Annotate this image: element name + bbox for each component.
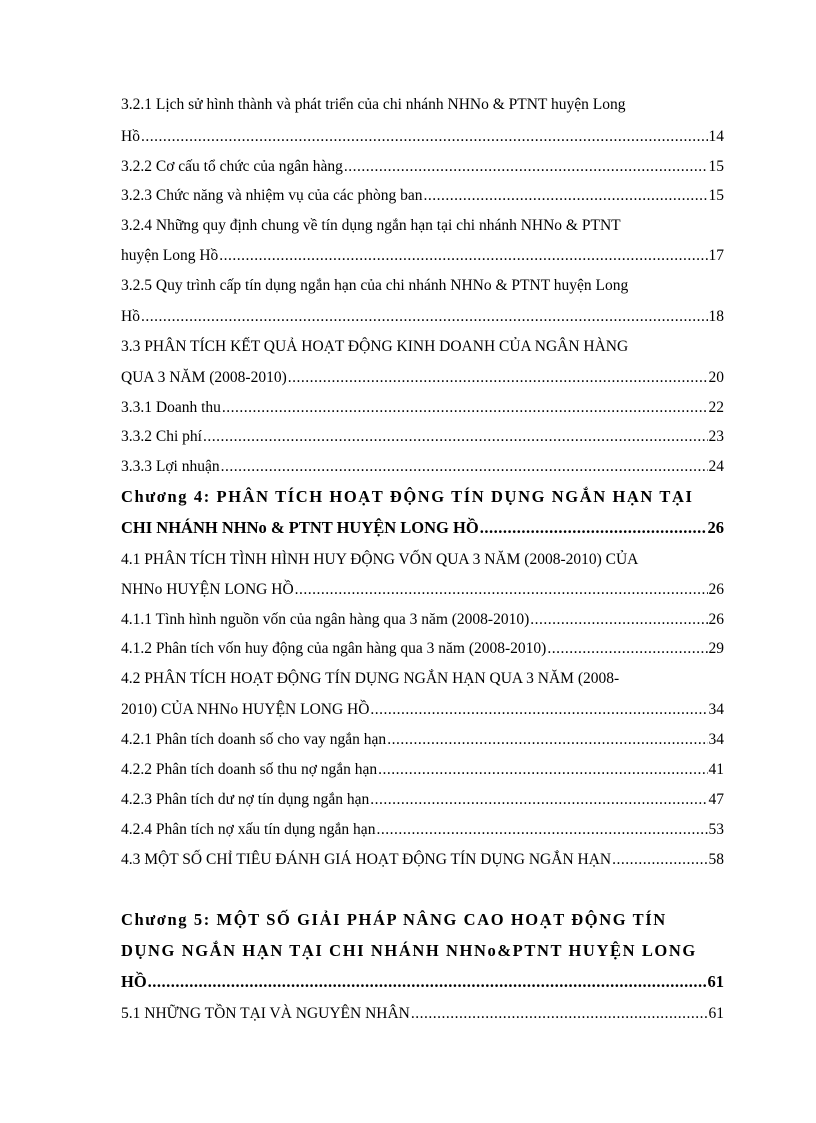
leader-dots	[222, 398, 708, 418]
leader-dots	[612, 850, 707, 870]
page-number: 23	[708, 428, 724, 445]
leader-dots	[141, 307, 708, 327]
toc-entry-3-3-1[interactable]: 3.3.1 Doanh thu ..... 22	[121, 398, 724, 418]
page-number: 34	[708, 731, 724, 748]
toc-entry-4-1-line2[interactable]: NHNo HUYỆN LONG HỒ ..... 26	[121, 580, 724, 600]
leader-dots	[141, 127, 708, 147]
page-number: 41	[708, 761, 724, 778]
toc-entry-3-2-5-line2[interactable]: Hồ ..... 18	[121, 307, 724, 327]
page-number: 34	[708, 701, 724, 718]
toc-entry-3-2-4-line1[interactable]: 3.2.4 Những quy định chung về tín dụng ngắn hạn tại chi nhánh NHNo & PTNT	[121, 217, 621, 234]
toc-entry-4-2-2[interactable]: 4.2.2 Phân tích doanh số thu nợ ngắn hạn ..... 41	[121, 760, 724, 780]
toc-entry-4-2-line1[interactable]: 4.2 PHÂN TÍCH HOẠT ĐỘNG TÍN DỤNG NGẮN HẠN QUA 3 NĂM (2008-	[121, 670, 620, 687]
toc-entry-3-2-4-line2[interactable]: huyện Long Hồ ..... 17	[121, 246, 724, 266]
leader-dots	[203, 427, 708, 447]
page-number: 29	[708, 640, 724, 657]
leader-dots	[221, 457, 708, 477]
leader-dots	[295, 580, 708, 600]
leader-dots	[547, 639, 707, 659]
leader-dots	[480, 518, 707, 538]
toc-chapter-4-line1[interactable]: Chương 4: PHÂN TÍCH HOẠT ĐỘNG TÍN DỤNG NGẮN HẠN TẠI	[121, 487, 694, 506]
page-number: 20	[708, 369, 724, 386]
toc-entry-4-1-1[interactable]: 4.1.1 Tình hình nguồn vốn của ngân hàng qua 3 năm (2008-2010) ..... 26	[121, 610, 724, 630]
toc-entry-4-2-3[interactable]: 4.2.3 Phân tích dư nợ tín dụng ngắn hạn ..... 47	[121, 790, 724, 810]
toc-entry-4-1-2[interactable]: 4.1.2 Phân tích vốn huy động của ngân hàng qua 3 năm (2008-2010) ..... 29	[121, 639, 724, 659]
page-number: 24	[708, 458, 724, 475]
page-number: 15	[708, 187, 724, 204]
toc-entry-3-3-2[interactable]: 3.3.2 Chi phí ..... 23	[121, 427, 724, 447]
toc-chapter-5-line2[interactable]: DỤNG NGẮN HẠN TẠI CHI NHÁNH NHNo&PTNT HUYỆN LONG	[121, 941, 697, 960]
toc-chapter-5-line1[interactable]: Chương 5: MỘT SỐ GIẢI PHÁP NÂNG CAO HOẠT ĐỘNG TÍN	[121, 910, 667, 929]
leader-dots	[411, 1004, 708, 1024]
page-number: 58	[708, 851, 724, 868]
toc-entry-3-3-3[interactable]: 3.3.3 Lợi nhuận ..... 24	[121, 457, 724, 477]
page-number: 26	[708, 581, 724, 598]
page-number: 22	[708, 399, 724, 416]
leader-dots	[376, 820, 707, 840]
leader-dots	[387, 730, 707, 750]
toc-entry-5-1[interactable]: 5.1 NHỮNG TỒN TẠI VÀ NGUYÊN NHÂN ..... 61	[121, 1004, 724, 1024]
toc-entry-3-2-1-line1[interactable]: 3.2.1 Lịch sử hình thành và phát triển của chi nhánh NHNo & PTNT huyện Long	[121, 96, 626, 113]
page-number: 26	[708, 611, 724, 628]
toc-entry-3-2-2[interactable]: 3.2.2 Cơ cấu tổ chức của ngân hàng ..... 15	[121, 157, 724, 177]
page-number: 18	[708, 308, 724, 325]
toc-entry-3-2-1-line2[interactable]: Hồ ..... 14	[121, 127, 724, 147]
leader-dots	[378, 760, 707, 780]
page-number: 26	[707, 518, 724, 537]
page-number: 17	[708, 247, 724, 264]
page-number: 61	[707, 972, 724, 991]
leader-dots	[288, 368, 708, 388]
toc-entry-3-2-3[interactable]: 3.2.3 Chức năng và nhiệm vụ của các phòng ban ..... 15	[121, 186, 724, 206]
leader-dots	[530, 610, 707, 630]
toc-chapter-5-line3[interactable]: HỒ ..... 61	[121, 972, 724, 992]
page-number: 53	[708, 821, 724, 838]
toc-entry-3-3-line2[interactable]: QUA 3 NĂM (2008-2010) ..... 20	[121, 368, 724, 388]
leader-dots	[370, 700, 707, 720]
toc-entry-3-3-line1[interactable]: 3.3 PHÂN TÍCH KẾT QUẢ HOẠT ĐỘNG KINH DOANH CỦA NGÂN HÀNG	[121, 338, 629, 355]
toc-chapter-4-line2[interactable]: CHI NHÁNH NHNo & PTNT HUYỆN LONG HỒ ..... 26	[121, 518, 724, 538]
leader-dots	[424, 186, 708, 206]
toc-entry-4-2-1[interactable]: 4.2.1 Phân tích doanh số cho vay ngắn hạn ..... 34	[121, 730, 724, 750]
toc-entry-4-2-4[interactable]: 4.2.4 Phân tích nợ xấu tín dụng ngắn hạn ..... 53	[121, 820, 724, 840]
page-number: 14	[708, 128, 724, 145]
leader-dots	[148, 972, 707, 992]
toc-entry-3-2-5-line1[interactable]: 3.2.5 Quy trình cấp tín dụng ngắn hạn của chi nhánh NHNo & PTNT huyện Long	[121, 277, 629, 294]
toc-entry-4-1-line1[interactable]: 4.1 PHÂN TÍCH TÌNH HÌNH HUY ĐỘNG VỐN QUA 3 NĂM (2008-2010) CỦA	[121, 551, 639, 568]
page-number: 61	[708, 1005, 724, 1022]
leader-dots	[344, 157, 708, 177]
page-number: 15	[708, 158, 724, 175]
leader-dots	[370, 790, 707, 810]
toc-entry-4-3[interactable]: 4.3 MỘT SỐ CHỈ TIÊU ĐÁNH GIÁ HOẠT ĐỘNG TÍN DỤNG NGẮN HẠN ..... 58	[121, 850, 724, 870]
toc-entry-4-2-line2[interactable]: 2010) CỦA NHNo HUYỆN LONG HỒ ..... 34	[121, 700, 724, 720]
page-number: 47	[708, 791, 724, 808]
leader-dots	[219, 246, 707, 266]
